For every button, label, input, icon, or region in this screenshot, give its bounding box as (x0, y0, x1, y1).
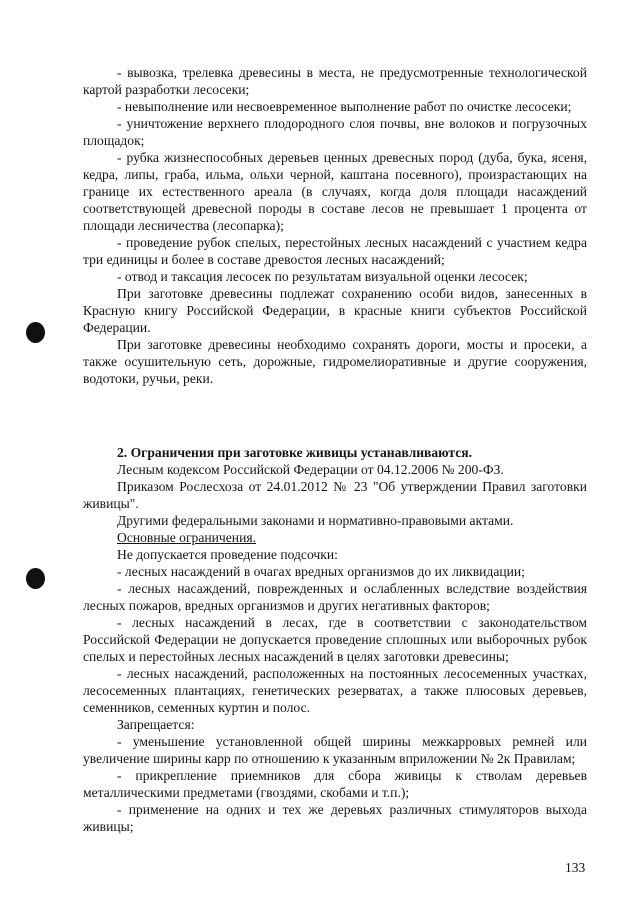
page-number: 133 (565, 860, 586, 875)
paragraph: Другими федеральными законами и нормативно-правовыми актами. (117, 513, 514, 528)
list-item: - применение на одних и тех же деревьях различных стимуляторов выхода живицы; (83, 802, 587, 834)
section-heading: 2. Ограничения при заготовке живицы устанавливаются. (117, 445, 473, 460)
binder-hole (26, 322, 45, 343)
paragraph: - вывозка, трелевка древесины в места, не предусмотренные технологической картой разработки лесосеки; (83, 65, 587, 97)
paragraph: При заготовке древесины необходимо сохранять дороги, мосты и просеки, а также осушительную сеть, дорожные, гидромелиоративные и другие сооружения, водотоки, ручьи, реки. (83, 337, 587, 386)
paragraph: Лесным кодексом Российской Федерации от 04.12.2006 № 200-ФЗ. (117, 462, 504, 477)
list-item: - уменьшение установленной общей ширины межкарровых ремней или увеличение ширины карр по отношению к указанным вприложении № 2к Правилам; (83, 734, 587, 766)
document-body (83, 64, 587, 835)
list-item: - лесных насаждений, поврежденных и ослабленных вследствие воздействия лесных пожаров, вредных организмов и других негативных факторов; (83, 581, 587, 613)
paragraph: Приказом Рослесхоза от 24.01.2012 № 23 "Об утверждении Правил заготовки живицы". (83, 479, 587, 511)
list-item: - лесных насаждений в лесах, где в соответствии с законодательством Российской Федерации не допускается проведение сплошных или выборочных рубок спелых и перестойных лесных насаждений в целях заготовки древесины; (83, 615, 587, 664)
main-restrictions-label: Основные ограничения. (117, 530, 257, 545)
list-item: - прикрепление приемников для сбора живицы к стволам деревьев металлическими предметами (гвоздями, скобами и т.п.); (83, 768, 587, 800)
paragraph: - проведение рубок спелых, перестойных лесных насаждений с участием кедра три единицы и более в составе древостоя лесных насаждений; (83, 235, 587, 267)
paragraph: Не допускается проведение подсочки: (117, 547, 338, 562)
paragraph: - уничтожение верхнего плодородного слоя почвы, вне волоков и погрузочных площадок; (83, 116, 587, 148)
paragraph: - невыполнение или несвоевременное выполнение работ по очистке лесосеки; (117, 99, 572, 114)
paragraph: Запрещается: (117, 717, 195, 732)
section-spacer (83, 387, 587, 444)
list-item: - лесных насаждений в очагах вредных организмов до их ликвидации; (117, 564, 525, 579)
binder-hole (26, 568, 45, 589)
list-item: - лесных насаждений, расположенных на постоянных лесосеменных участках, лесосеменных плантациях, генетических резерватах, а также плюсовых деревьев, семенников, семенных куртин и полос. (83, 666, 587, 715)
paragraph: - отвод и таксация лесосек по результатам визуальной оценки лесосек; (117, 269, 528, 284)
subheading (83, 529, 587, 546)
paragraph: При заготовке древесины подлежат сохранению особи видов, занесенных в Красную книгу Российской Федерации, в красные книги субъектов Российской Федерации. (83, 286, 587, 335)
paragraph: - рубка жизнеспособных деревьев ценных древесных пород (дуба, бука, ясеня, кедра, липы, граба, ильма, ольхи черной, каштана посевного), произрастающих на границе их естественного ареала (в случаях, когда доля площади насаждений соответствующей древесной породы в составе лесов не превышает 1 процента от площади лесничества (лесопарка); (83, 150, 587, 233)
